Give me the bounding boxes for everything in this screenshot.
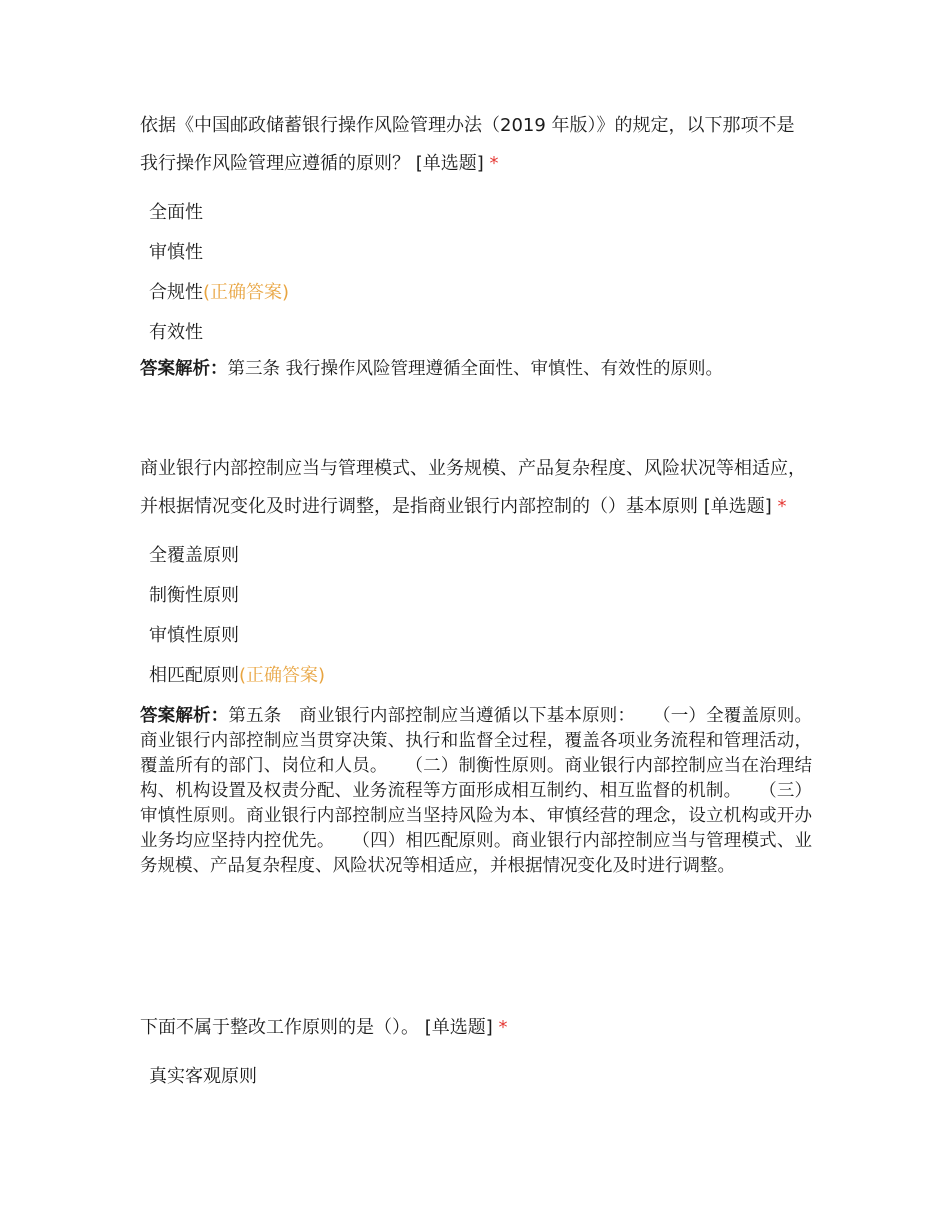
question-2 — [140, 450, 812, 879]
question-text: 商业银行内部控制应当与管理模式、业务规模、产品复杂程度、风险状况等相适应，并根据情况变化及时进行调整，是指商业银行内部控制的（）基本原则 — [140, 458, 806, 517]
analysis-label: 答案解析： — [140, 706, 229, 726]
correct-answer-tag: (正确答案) — [239, 665, 326, 686]
question-type: [单选题] — [415, 153, 484, 174]
analysis-label: 答案解析： — [140, 359, 228, 379]
option-label: 制衡性原则 — [149, 585, 239, 606]
option-label: 相匹配原则 — [149, 665, 239, 686]
question-title — [140, 107, 812, 183]
analysis-text: 第三条 我行操作风险管理遵循全面性、审慎性、有效性的原则。 — [227, 359, 724, 379]
option-3[interactable] — [140, 273, 812, 313]
option-label: 全面性 — [149, 202, 203, 223]
option-list — [140, 1057, 812, 1097]
question-text: 依据《中国邮政储蓄银行操作风险管理办法（2019 年版）》的规定，以下那项不是我行操作风险管理应遵循的原则？ — [140, 115, 795, 174]
question-title — [140, 450, 812, 526]
option-1[interactable] — [140, 536, 812, 576]
question-title — [140, 1009, 812, 1047]
option-1[interactable] — [140, 193, 812, 233]
option-label: 全覆盖原则 — [149, 545, 239, 566]
analysis-text: 第五条 商业银行内部控制应当遵循以下基本原则： （一）全覆盖原则。商业银行内部控制应当贯穿决策、执行和监督全过程，覆盖各项业务流程和管理活动，覆盖所有的部门、岗位和人员。 （二）制衡性原则。商业银行内部控制应当在治理结构、机构设置及权责分配、业务流程等方面形成相互制约、相互监督的机制。 （三）审慎性原则。商业银行内部控制应当坚持风险为本、审慎经营的理念，设立机构或开办业务均应坚持内控优先。 （四）相匹配原则。商业银行内部控制应当与管理模式、业务规模、产品复杂程度、风险状况等相适应，并根据情况变化及时进行调整。 — [140, 706, 812, 876]
option-label: 合规性 — [149, 282, 203, 303]
option-label: 审慎性 — [149, 242, 203, 263]
option-3[interactable] — [140, 616, 812, 656]
option-label: 真实客观原则 — [149, 1066, 257, 1087]
question-text: 下面不属于整改工作原则的是（）。 — [140, 1017, 419, 1038]
answer-analysis — [140, 357, 812, 382]
required-mark: * — [498, 1017, 508, 1038]
option-list — [140, 193, 812, 353]
question-3 — [140, 1009, 812, 1097]
option-1[interactable] — [140, 1057, 812, 1097]
option-label: 有效性 — [149, 322, 203, 343]
option-label: 审慎性原则 — [149, 625, 239, 646]
correct-answer-tag: (正确答案) — [203, 282, 290, 303]
required-mark: * — [489, 153, 499, 174]
option-2[interactable] — [140, 233, 812, 273]
question-type: [单选题] — [424, 1017, 493, 1038]
option-2[interactable] — [140, 576, 812, 616]
question-type: [单选题] — [703, 496, 772, 517]
answer-analysis — [140, 704, 812, 879]
option-4[interactable] — [140, 656, 812, 696]
required-mark: * — [777, 496, 787, 517]
option-4[interactable] — [140, 313, 812, 353]
option-list — [140, 536, 812, 696]
question-1 — [140, 107, 812, 382]
